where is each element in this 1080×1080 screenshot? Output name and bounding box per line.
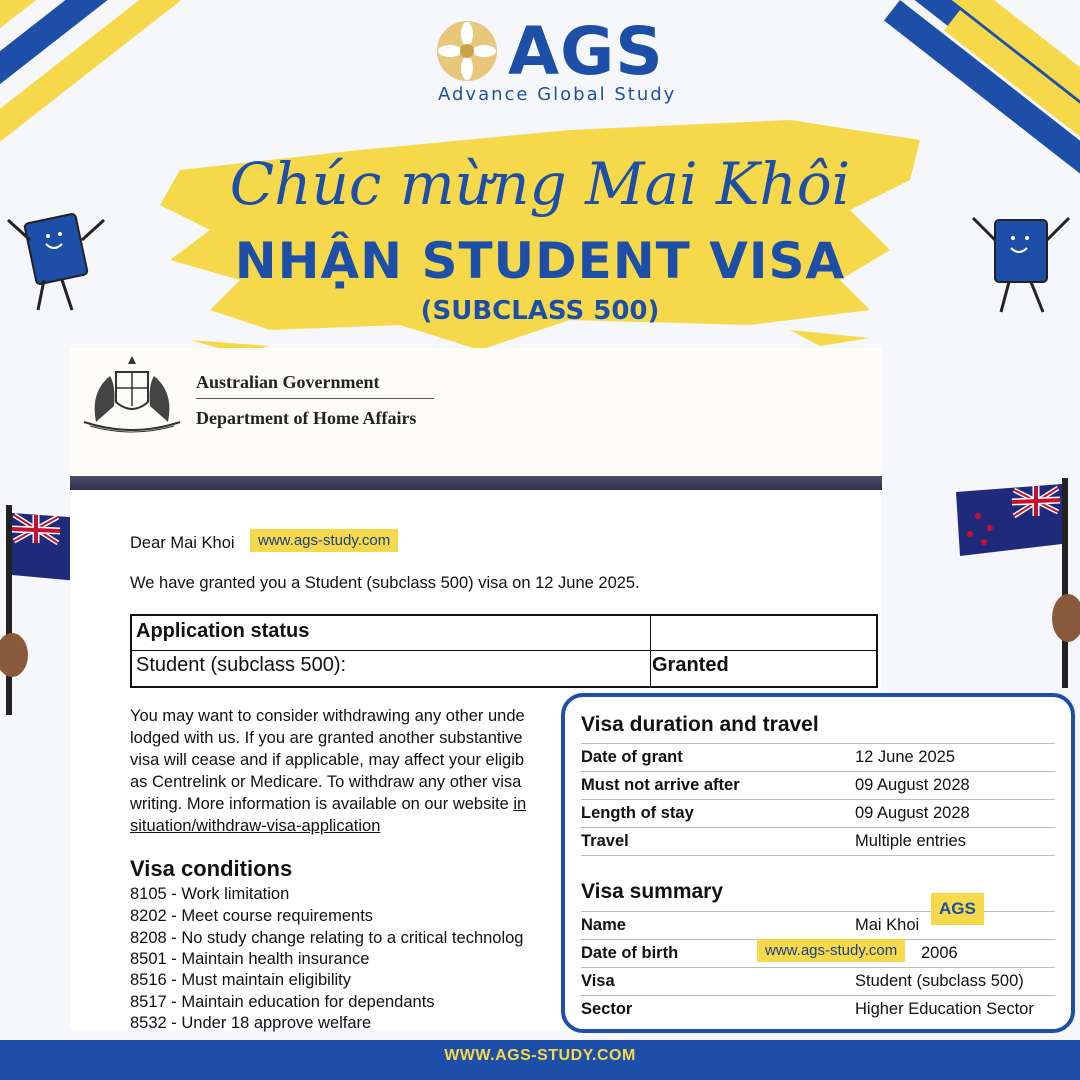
row-label: Sector — [581, 1000, 633, 1018]
letter-header — [70, 348, 882, 476]
condition-item: 8517 - Maintain education for dependants — [130, 993, 435, 1011]
summary-row — [581, 967, 1055, 995]
summary-row — [581, 995, 1055, 1023]
mascot-right-icon — [965, 200, 1080, 320]
header-bar — [70, 476, 882, 490]
status-column-divider — [650, 616, 651, 686]
status-value: Granted — [652, 654, 729, 676]
withdraw-visa-link[interactable]: situation/withdraw-visa-application — [130, 817, 381, 835]
row-value: Higher Education Sector — [855, 1000, 1034, 1018]
congrats-headline: Chúc mừng Mai Khôi — [229, 150, 851, 218]
granted-sentence: We have granted you a Student (subclass 500) visa on 12 June 2025. — [130, 574, 640, 592]
body-line-with-link — [130, 795, 526, 814]
header-divider — [196, 398, 434, 399]
flag-right-icon — [950, 478, 1080, 688]
body-line: You may want to consider withdrawing any other unde — [130, 707, 525, 725]
row-label: Date of birth — [581, 944, 679, 962]
logo-text: AGS — [508, 13, 664, 90]
duration-row — [581, 827, 1055, 856]
ags-logo — [430, 10, 690, 110]
row-value: Student (subclass 500) — [855, 972, 1024, 990]
row-value: Multiple entries — [855, 832, 966, 850]
status-row-divider — [132, 650, 876, 651]
watermark-card: www.ags-study.com — [757, 939, 905, 962]
conditions-title: Visa conditions — [130, 856, 293, 881]
footer-bar — [0, 1040, 1080, 1080]
watermark-letter: www.ags-study.com — [250, 529, 398, 552]
row-label: Visa — [581, 972, 615, 990]
condition-item: 8202 - Meet course requirements — [130, 907, 374, 925]
condition-item: 8532 - Under 18 approve welfare — [130, 1014, 372, 1032]
summary-row — [581, 911, 1055, 939]
subclass-headline: (SUBCLASS 500) — [420, 296, 660, 326]
row-label: Length of stay — [581, 804, 694, 822]
duration-row — [581, 743, 1055, 771]
row-value: 09 August 2028 — [855, 776, 970, 794]
visa-details-card — [561, 693, 1075, 1033]
row-value: 2006 — [921, 944, 958, 962]
department-name: Department of Home Affairs — [196, 408, 417, 428]
row-value: Mai Khoi — [855, 916, 920, 934]
row-label: Name — [581, 916, 626, 934]
row-label: Date of grant — [581, 748, 683, 766]
summary-title: Visa summary — [581, 880, 724, 903]
condition-item: 8208 - No study change relating to a critical technolog — [130, 929, 524, 947]
row-label: Must not arrive after — [581, 776, 740, 794]
footer-url[interactable]: WWW.AGS-STUDY.COM — [444, 1047, 636, 1064]
body-line: lodged with us. If you are granted another substantive — [130, 729, 523, 747]
duration-title: Visa duration and travel — [581, 713, 819, 736]
condition-item: 8501 - Maintain health insurance — [130, 950, 370, 968]
greeting: Dear Mai Khoi — [130, 534, 235, 552]
body-line-text: writing. More information is available on our website — [130, 795, 514, 813]
ags-stamp: AGS — [931, 893, 984, 925]
body-line: as Centrelink or Medicare. To withdraw any other visa — [130, 773, 522, 791]
withdraw-link-start[interactable]: in — [513, 795, 527, 813]
body-line: visa will cease and if applicable, may affect your eligib — [130, 751, 525, 769]
status-header: Application status — [136, 620, 310, 642]
coat-of-arms-icon — [76, 352, 188, 436]
row-value: 09 August 2028 — [855, 804, 970, 822]
mascot-left-icon — [0, 200, 115, 320]
logo-subtitle: Advance Global Study — [438, 84, 677, 105]
logo-flower-icon — [436, 20, 498, 82]
status-label: Student (subclass 500): — [136, 654, 347, 676]
duration-row — [581, 771, 1055, 799]
visa-headline: NHẬN STUDENT VISA — [234, 232, 846, 290]
condition-item: 8516 - Must maintain eligibility — [130, 971, 352, 989]
government-name: Australian Government — [196, 372, 380, 392]
row-label: Travel — [581, 832, 629, 850]
condition-item: 8105 - Work limitation — [130, 885, 290, 903]
application-status-table — [130, 614, 878, 688]
row-value: 12 June 2025 — [855, 748, 956, 766]
duration-row — [581, 799, 1055, 827]
